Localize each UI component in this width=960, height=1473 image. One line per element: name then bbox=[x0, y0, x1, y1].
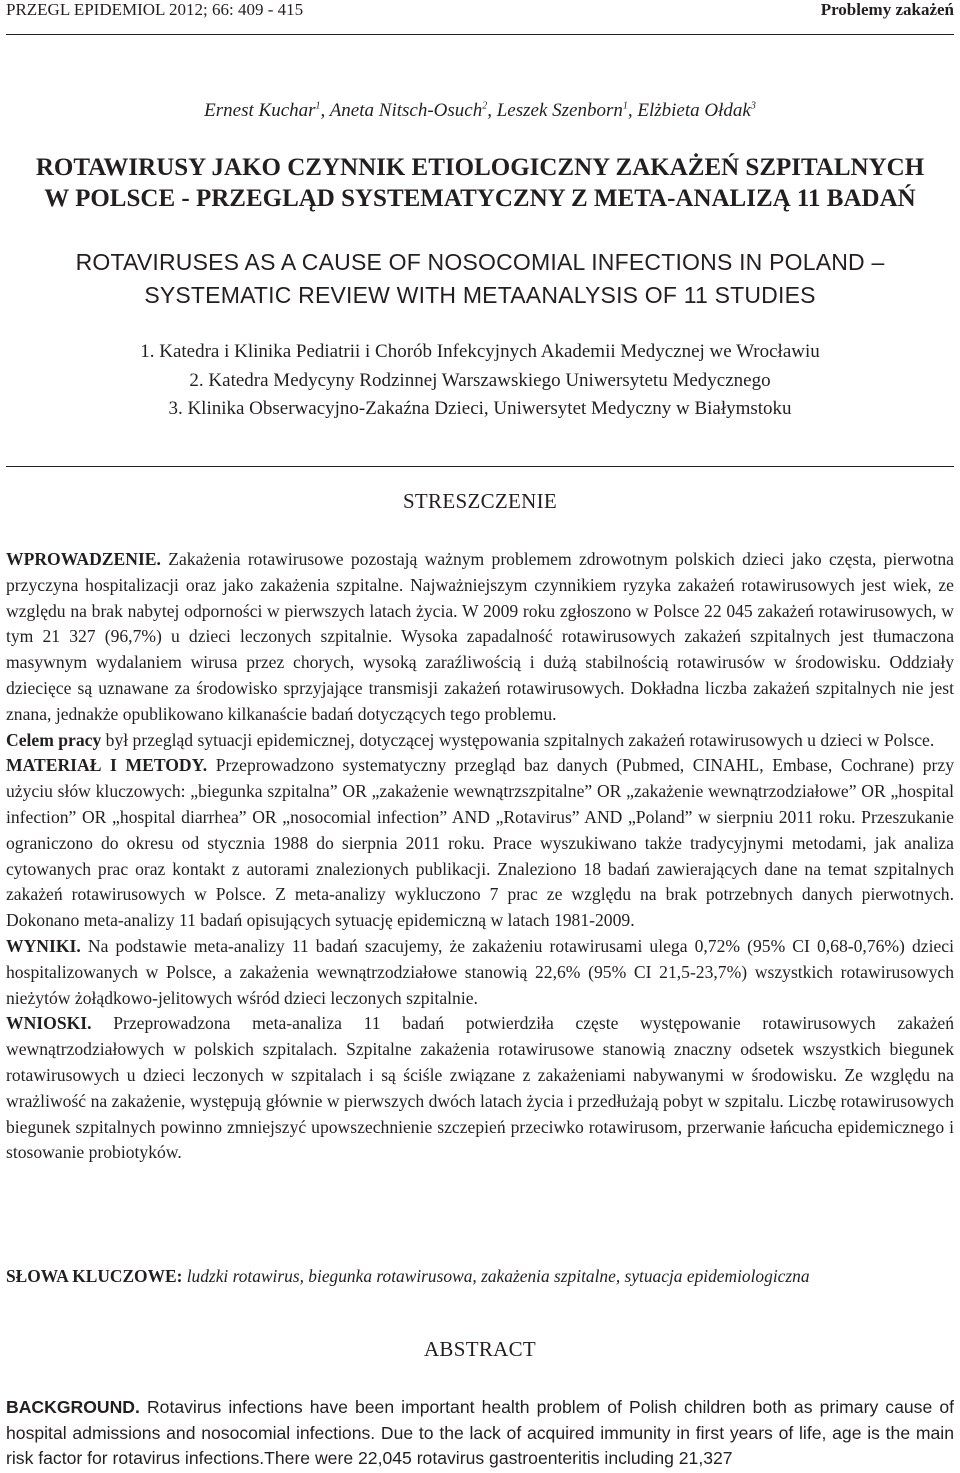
aim-text: był przegląd sytuacji epidemicznej, dotyczącej występowania szpitalnych zakażeń rotawirusowych u dzieci w Polsce. bbox=[101, 729, 935, 750]
affiliation-item: 3. Klinika Obserwacyjno-Zakaźna Dzieci, Uniwersytet Medyczny w Białymstoku bbox=[168, 398, 792, 419]
title-english bbox=[0, 246, 960, 312]
methods-text: Przeprowadzono systematyczny przegląd baz danych (Pubmed, CINAHL, Embase, Cochrane) przy użyciu słów kluczowych: „biegunka szpitalna” OR „zakażenie wewnątrzszpitalne” OR „zakażenie wewnątrzodziałowe” OR „hospital infection” OR „hospital diarrhea” OR „nosocomial infection” AND „Rotavirus” AND „Poland” w sierpniu 2011 roku. Przeszukanie ograniczono do okresu od stycznia 1988 do sierpnia 2011 roku. Prace wyszukiwano także tradycyjnymi metodami, jak analiza cytowanych prac oraz kontakt z autorami znalezionych publikacji. Znaleziono 18 badań zawierających dane na temat szpitalnych zakażeń rotawirusowych w Polsce. Z meta-analizy wykluczono 7 prac ze względu na brak potrzebnych danych pierwotnych. Dokonano meta-analizy 11 badań opisujących sytuację epidemiczną w latach 1981-2009. bbox=[6, 755, 955, 931]
paragraph-results bbox=[6, 934, 954, 1011]
keywords bbox=[6, 1266, 960, 1287]
streszczenie-heading: STRESZCZENIE bbox=[402, 489, 558, 513]
author-name: Ernest Kuchar bbox=[204, 100, 316, 121]
affiliations bbox=[0, 338, 960, 424]
author-affiliation-mark: 1 bbox=[622, 100, 628, 112]
section-label: Problemy zakażeń bbox=[820, 0, 954, 19]
author-affiliation-mark: 3 bbox=[750, 100, 756, 112]
results-text: Na podstawie meta-analizy 11 badań szacujemy, że zakażeniu rotawirusami ulega 0,72% (95% CI 0,68-0,76%) dzieci hospitalizowanych w Polsce, a zakażenia wewnątrzodziałowe stanowią 22,6% (95% CI 21,5-23,7%) wszystkich rotawirusowych nieżytów żołądkowo-jelitowych wśród dzieci leczonych szpitalnie. bbox=[6, 935, 954, 1008]
header-divider bbox=[6, 34, 954, 35]
title-english-line: ROTAVIRUSES AS A CAUSE OF NOSOCOMIAL INFECTIONS IN POLAND – bbox=[75, 249, 885, 275]
results-label: WYNIKI. bbox=[6, 935, 81, 956]
keywords-label: SŁOWA KLUCZOWE: bbox=[6, 1266, 183, 1286]
affiliation-item: 2. Katedra Medycyny Rodzinnej Warszawskiego Uniwersytetu Medycznego bbox=[189, 369, 771, 391]
journal-citation: PRZEGL EPIDEMIOL 2012; 66: 409 - 415 bbox=[6, 0, 304, 19]
title-polish-line: W POLSCE - PRZEGLĄD SYSTEMATYCZNY Z META-ANALIZĄ 11 BADAŃ bbox=[44, 185, 916, 212]
conclusions-text: Przeprowadzona meta-analiza 11 badań potwierdziła częste występowanie rotawirusowych zakażeń wewnątrzodziałowych w polskich szpitalach. Szpitalne zakażenia rotawirusowe stanowią znaczny odsetek wszystkich biegunek rotawirusowych u dzieci leczonych w szpitalach i są ściśle związane z zakażeniami nabywanymi w środowisku. Ze względu na wrażliwość na zakażenie, występują głównie w pierwszych dwóch latach życia i przedłużają pobyt w szpitalu. Liczbę rotawirusowych biegunek szpitalnych powinno zmniejszyć upowszechnienie szczepień przeciwko rotawirusom, przerwanie łańcucha epidemicznego i stosowanie probiotyków. bbox=[6, 1013, 954, 1163]
running-header bbox=[6, 0, 954, 24]
paragraph-introduction bbox=[6, 547, 954, 728]
author-list: Ernest Kuchar$^1$, Aneta Nitsch-Osuch$^2$, Leszek Szenborn$^1$, Elżbieta Ołdak$^3$ bbox=[204, 100, 756, 121]
title-polish bbox=[0, 152, 960, 214]
affiliation-item: 1. Katedra i Klinika Pediatrii i Chorób Infekcyjnych Akademii Medycznej we Wrocławiu bbox=[140, 341, 820, 362]
title-english-line: SYSTEMATIC REVIEW WITH METAANALYSIS OF 11 STUDIES bbox=[144, 282, 816, 308]
intro-label: WPROWADZENIE. bbox=[6, 549, 161, 569]
title-polish-line: ROTAWIRUSY JAKO CZYNNIK ETIOLOGICZNY ZAKAŻEŃ SZPITALNYCH bbox=[35, 154, 925, 181]
keywords-text: ludzki rotawirus, biegunka rotawirusowa, zakażenia szpitalne, sytuacja epidemiologiczna bbox=[182, 1266, 810, 1286]
section-divider bbox=[6, 466, 954, 467]
intro-text: Zakażenia rotawirusowe pozostają ważnym problemem zdrowotnym polskich dzieci jako częsta, pierwotna przyczyna hospitalizacji oraz jako zakażenia szpitalne. Najważniejszym czynnikiem ryzyka zakażeń rotawirusowych jest wiek, ze względu na brak nabytej odporności w pierwszych latach życia. W 2009 roku zgłoszono w Polsce 22 045 zakażeń rotawirusowych, w tym 21 327 (96,7%) u dzieci leczonych szpitalnie. Wysoka zapadalność rotawirusowych zakażeń szpitalnych jest tłumaczona masywnym wydalaniem wirusa przez chorych, wysoką zaraźliwością i dużą stabilnością rotawirusów w środowisku. Oddziały dziecięce są uznawane za środowisko sprzyjające transmisji zakażeń rotawirusowych. Dokładna liczba zakażeń szpitalnych nie jest znana, jednakże opublikowano kilkanaście badań dotyczących tego problemu. bbox=[6, 549, 954, 724]
background-label: BACKGROUND. bbox=[6, 1397, 140, 1417]
methods-label: MATERIAŁ I METODY. bbox=[6, 755, 208, 776]
paragraph-aim bbox=[6, 728, 954, 754]
abstract-body bbox=[6, 1395, 954, 1472]
paragraph-background bbox=[6, 1395, 954, 1472]
author-affiliation-mark: 2 bbox=[482, 100, 488, 112]
conclusions-label: WNIOSKI. bbox=[6, 1013, 92, 1034]
author-name: Elżbieta Ołdak bbox=[637, 100, 751, 121]
author-name: Leszek Szenborn bbox=[496, 100, 623, 121]
paragraph-methods bbox=[6, 753, 954, 934]
streszczenie-body bbox=[6, 547, 954, 1166]
author-affiliation-mark: 1 bbox=[315, 100, 321, 112]
author-name: Aneta Nitsch-Osuch bbox=[329, 100, 483, 121]
background-text: Rotavirus infections have been important health problem of Polish children both as primary cause of hospital admissions and nosocomial infections. Due to the lack of acquired immunity in first years of life, age is the main risk factor for rotavirus infections.There were 22,045 rotavirus gastroenteritis including 21,327 bbox=[6, 1397, 954, 1469]
paragraph-conclusions bbox=[6, 1011, 954, 1166]
aim-label: Celem pracy bbox=[6, 729, 102, 750]
abstract-heading: ABSTRACT bbox=[423, 1337, 537, 1361]
